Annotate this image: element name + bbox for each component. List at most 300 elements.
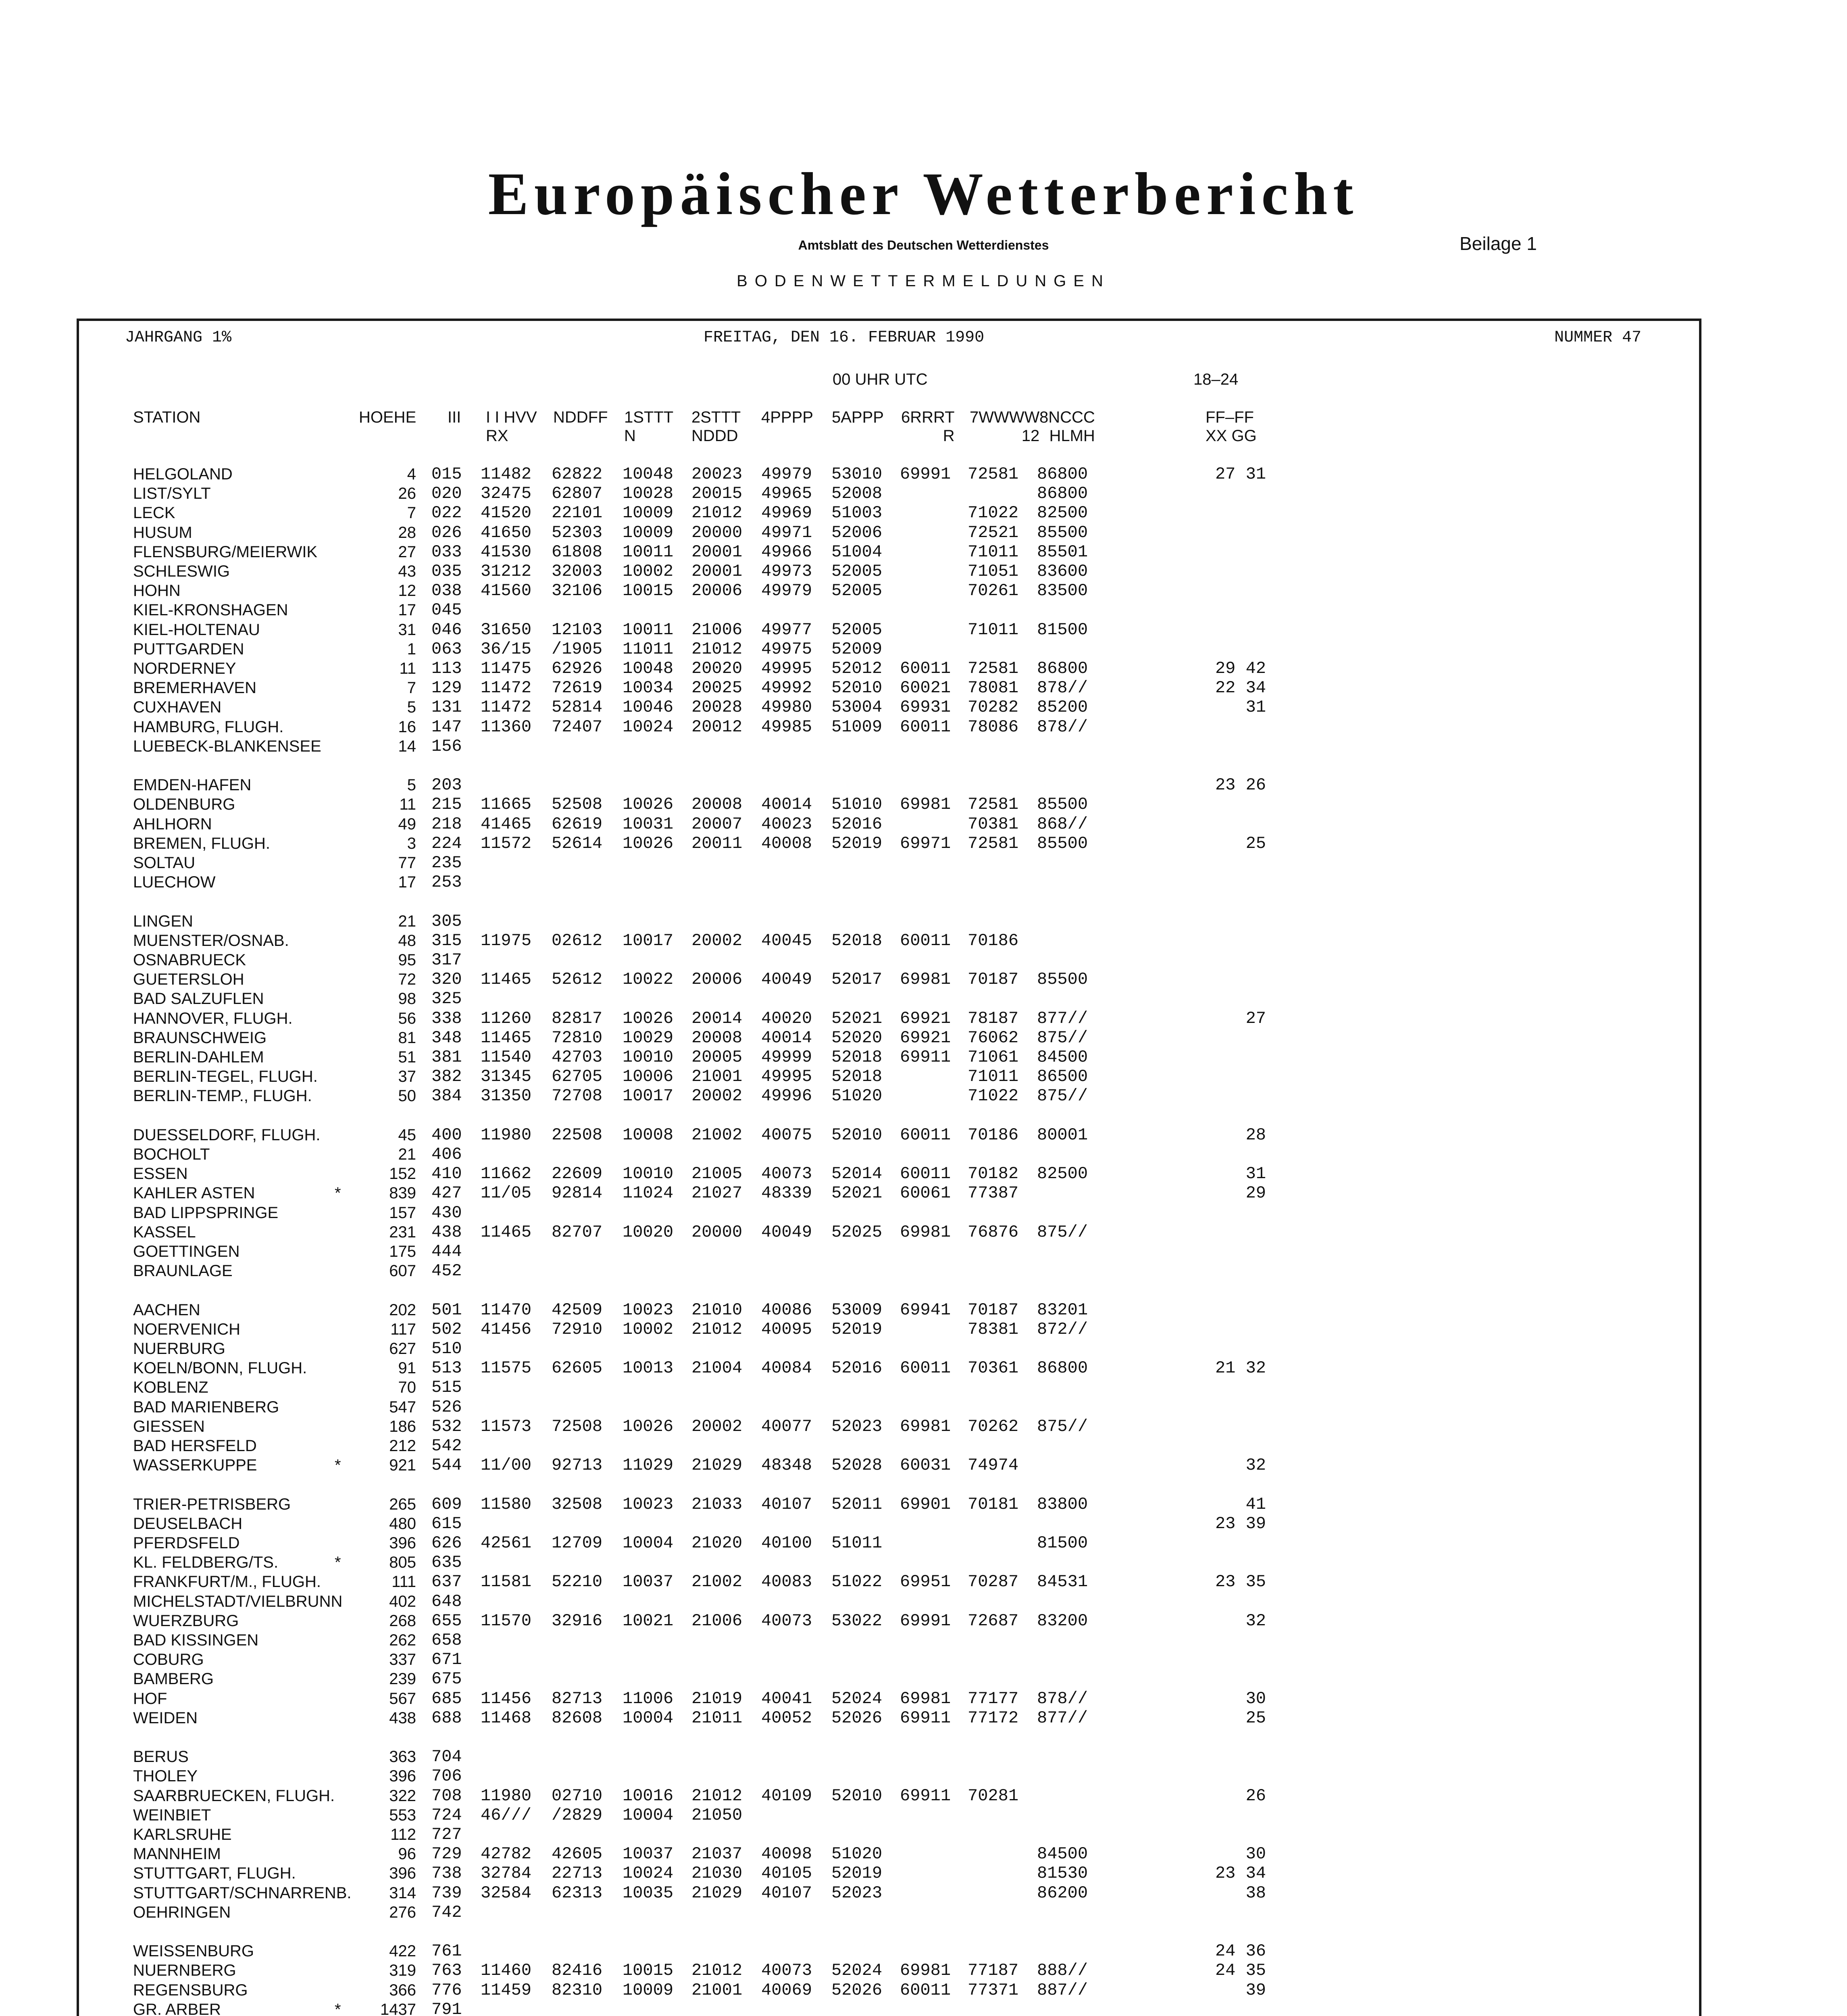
col-station: STATION [133, 408, 201, 426]
cell-c3: 10026 [623, 1008, 674, 1028]
table-row [0, 1242, 1847, 1261]
cell-c2: 32916 [552, 1611, 603, 1631]
cell-c9: 85501 [1037, 542, 1088, 562]
cell-station: BERUS [133, 1748, 189, 1766]
cell-c5: 40052 [761, 1708, 812, 1728]
cell-c10: 28 [1245, 1125, 1266, 1145]
cell-station: FLENSBURG/MEIERWIK [133, 543, 318, 561]
cell-hoehe: 396 [389, 1767, 416, 1785]
cell-c8: 70187 [968, 970, 1019, 989]
cell-c4: 20000 [691, 1222, 743, 1242]
cell-c7: 69931 [900, 698, 951, 717]
cell-c2: 82707 [552, 1222, 603, 1242]
cell-iii: 406 [431, 1145, 462, 1164]
cell-c4: 20020 [691, 659, 743, 678]
cell-c1: 11459 [481, 1980, 532, 2000]
cell-station: WUERZBURG [133, 1612, 239, 1630]
cell-c1: 32784 [481, 1864, 532, 1883]
cell-c1: 11575 [481, 1358, 532, 1378]
cell-iii: 727 [431, 1825, 462, 1844]
cell-station: NUERNBERG [133, 1962, 236, 1980]
cell-c7: 69971 [900, 833, 951, 853]
cell-station: BAD KISSINGEN [133, 1631, 259, 1649]
cell-c6: 52008 [831, 484, 883, 504]
cell-c1: 11472 [481, 678, 532, 698]
cell-hoehe: 81 [398, 1029, 416, 1047]
cell-c1: 32584 [481, 1883, 532, 1903]
cell-c3: 10048 [623, 464, 674, 484]
cell-c2: 72708 [552, 1086, 603, 1106]
cell-c2: 72407 [552, 717, 603, 737]
cell-iii: 129 [431, 678, 462, 698]
cell-c5: 49985 [761, 717, 812, 737]
cell-c5: 40095 [761, 1319, 812, 1339]
cell-c9: 83500 [1037, 581, 1088, 601]
cell-iii: 704 [431, 1747, 462, 1767]
jahrgang-label: JAHRGANG 1% [125, 329, 232, 347]
cell-hoehe: 91 [398, 1359, 416, 1377]
cell-iii: 218 [431, 814, 462, 834]
cell-hoehe: 28 [398, 523, 416, 541]
cell-hoehe: 98 [398, 990, 416, 1008]
cell-c10: 24 36 [1215, 1941, 1266, 1961]
table-row [0, 989, 1847, 1008]
cell-c10: 23 26 [1215, 775, 1266, 795]
cell-hoehe: 17 [398, 873, 416, 891]
cell-c5: 49975 [761, 639, 812, 659]
table-row [0, 1320, 1847, 1339]
cell-iii: 637 [431, 1572, 462, 1592]
cell-station: LIST/SYLT [133, 485, 211, 503]
cell-c1: 11540 [481, 1048, 532, 1067]
cell-hoehe: 175 [389, 1243, 416, 1260]
cell-c5: 49973 [761, 562, 812, 581]
table-row [0, 1300, 1847, 1320]
cell-station: ESSEN [133, 1165, 188, 1183]
table-row [0, 1689, 1847, 1708]
cell-c9: 86800 [1037, 464, 1088, 484]
cell-c2: 72810 [552, 1028, 603, 1048]
cell-c3: 10009 [623, 1980, 674, 2000]
cell-iii: 708 [431, 1786, 462, 1806]
cell-c6: 51020 [831, 1086, 883, 1106]
cell-c5: 40077 [761, 1416, 812, 1436]
cell-station: HOHN [133, 582, 181, 600]
cell-hoehe: 45 [398, 1126, 416, 1144]
cell-hoehe: 553 [389, 1806, 416, 1824]
table-row [0, 1009, 1847, 1028]
cell-hoehe: 396 [389, 1534, 416, 1552]
cell-c5: 48339 [761, 1183, 812, 1203]
cell-hoehe: 11 [399, 660, 416, 677]
page-title: Europäischer Wetterbericht [488, 160, 1359, 227]
cell-c6: 52023 [831, 1883, 883, 1903]
cell-c7: 69981 [900, 795, 951, 814]
cell-c10: 23 39 [1215, 1514, 1266, 1533]
cell-iii: 063 [431, 639, 462, 659]
table-row [0, 1981, 1847, 2000]
cell-c8: 77172 [968, 1708, 1019, 1728]
cell-c3: 10010 [623, 1048, 674, 1067]
cell-station: WEINBIET [133, 1806, 211, 1824]
cell-station: GOETTINGEN [133, 1243, 240, 1260]
cell-c6: 53009 [831, 1300, 883, 1320]
cell-hoehe: 231 [389, 1223, 416, 1241]
table-row [0, 737, 1847, 756]
cell-c1: 11475 [481, 659, 532, 678]
cell-iii: 381 [431, 1048, 462, 1067]
table-row [0, 464, 1847, 484]
cell-iii: 452 [431, 1261, 462, 1281]
cell-iii: 305 [431, 911, 462, 931]
cell-c5: 40084 [761, 1358, 812, 1378]
cell-c4: 20014 [691, 1008, 743, 1028]
cell-iii: 015 [431, 464, 462, 484]
cell-c4: 21005 [691, 1164, 743, 1184]
cell-c6: 52025 [831, 1222, 883, 1242]
table-row [0, 503, 1847, 523]
cell-hoehe: 14 [398, 737, 416, 755]
cell-c1: 11975 [481, 931, 532, 950]
cell-c3: 10010 [623, 1164, 674, 1184]
cell-c1: 41456 [481, 1319, 532, 1339]
cell-c2: 32106 [552, 581, 603, 601]
cell-c3: 10008 [623, 1125, 674, 1145]
table-row [0, 1456, 1847, 1475]
cell-c9: 868// [1037, 814, 1088, 834]
cell-c6: 52010 [831, 1786, 883, 1806]
cell-c2: 92713 [552, 1456, 603, 1475]
cell-c6: 52014 [831, 1164, 883, 1184]
cell-c6: 51003 [831, 503, 883, 523]
cell-c2: 52303 [552, 523, 603, 542]
cell-c9: 85500 [1037, 795, 1088, 814]
cell-iii: 671 [431, 1650, 462, 1670]
cell-iii: 626 [431, 1533, 462, 1553]
table-row [0, 1611, 1847, 1631]
cell-c6: 52019 [831, 1864, 883, 1883]
cell-c2: 62619 [552, 814, 603, 834]
cell-c4: 21037 [691, 1844, 743, 1864]
cell-c9: 86200 [1037, 1883, 1088, 1903]
cell-c4: 20011 [691, 833, 743, 853]
table-row [0, 1048, 1847, 1067]
cell-station: HANNOVER, FLUGH. [133, 1009, 293, 1027]
cell-hoehe: 402 [389, 1592, 416, 1610]
cell-hoehe: 21 [398, 912, 416, 930]
cell-hoehe: 363 [389, 1748, 416, 1766]
cell-c7: 60021 [900, 678, 951, 698]
cell-station: KL. FELDBERG/TS. [133, 1554, 279, 1572]
cell-c6: 53004 [831, 698, 883, 717]
cell-c8: 77387 [968, 1183, 1019, 1203]
cell-hoehe: 480 [389, 1514, 416, 1533]
cell-c2: 12103 [552, 620, 603, 639]
cell-c8: 72581 [968, 833, 1019, 853]
cell-hoehe: 5 [407, 698, 416, 716]
table-row [0, 1766, 1847, 1786]
cell-c1: 41530 [481, 542, 532, 562]
cell-c10: 29 42 [1215, 659, 1266, 678]
cell-c5: 40107 [761, 1494, 812, 1514]
cell-iii: 400 [431, 1125, 462, 1145]
cell-station: BRAUNSCHWEIG [133, 1029, 267, 1047]
cell-station: CUXHAVEN [133, 698, 222, 716]
cell-iii: 738 [431, 1864, 462, 1883]
cell-c4: 21010 [691, 1300, 743, 1320]
cell-hoehe: 21 [398, 1145, 416, 1163]
cell-c7: 69981 [900, 970, 951, 989]
cell-c5: 49979 [761, 581, 812, 601]
cell-c3: 10002 [623, 1319, 674, 1339]
cell-hoehe: 70 [398, 1379, 416, 1397]
cell-station: SAARBRUECKEN, FLUGH. [133, 1787, 335, 1805]
cell-c6: 52019 [831, 833, 883, 853]
cell-c4: 21006 [691, 620, 743, 639]
cell-hoehe: 12 [398, 582, 416, 600]
cell-c4: 21027 [691, 1183, 743, 1203]
cell-hoehe: 607 [389, 1262, 416, 1280]
cell-c8: 70181 [968, 1494, 1019, 1514]
cell-c4: 21004 [691, 1358, 743, 1378]
cell-c4: 21050 [691, 1805, 743, 1825]
cell-c7: 69981 [900, 1961, 951, 1981]
cell-c1: 11465 [481, 1222, 532, 1242]
cell-c6: 52028 [831, 1456, 883, 1475]
cell-c1: 11482 [481, 464, 532, 484]
cell-c9: 878// [1037, 717, 1088, 737]
cell-station: HUSUM [133, 523, 192, 541]
cell-station: PUTTGARDEN [133, 640, 244, 658]
table-row [0, 912, 1847, 931]
table-row [0, 1592, 1847, 1611]
cell-c9: 875// [1037, 1416, 1088, 1436]
table-row [0, 1514, 1847, 1533]
cell-c5: 40073 [761, 1961, 812, 1981]
cell-station: BREMERHAVEN [133, 679, 256, 697]
cell-station: GUETERSLOH [133, 971, 244, 989]
table-row [0, 2000, 1847, 2016]
cell-hoehe: 276 [389, 1903, 416, 1921]
cell-c2: 72619 [552, 678, 603, 698]
cell-station: MUENSTER/OSNAB. [133, 931, 289, 950]
cell-c8: 70182 [968, 1164, 1019, 1184]
cell-station: EMDEN-HAFEN [133, 776, 252, 794]
cell-c3: 10017 [623, 1086, 674, 1106]
cell-c4: 21020 [691, 1533, 743, 1553]
cell-c1: 11260 [481, 1008, 532, 1028]
cell-station: OEHRINGEN [133, 1903, 231, 1921]
cell-hoehe: 157 [389, 1204, 416, 1222]
col-iii: III [448, 408, 461, 426]
cell-iii: 325 [431, 989, 462, 1009]
cell-c2: 22713 [552, 1864, 603, 1883]
cell-iii: 320 [431, 970, 462, 989]
table-row [0, 1572, 1847, 1591]
cell-star: * [335, 2000, 341, 2016]
cell-c8: 71011 [968, 1067, 1019, 1087]
cell-c6: 52011 [831, 1494, 883, 1514]
cell-station: TRIER-PETRISBERG [133, 1495, 291, 1513]
cell-c5: 40014 [761, 795, 812, 814]
cell-hoehe: 16 [398, 718, 416, 736]
cell-iii: 215 [431, 795, 462, 814]
cell-c9: 875// [1037, 1222, 1088, 1242]
cell-c4: 20002 [691, 1416, 743, 1436]
cell-c9: 872// [1037, 1319, 1088, 1339]
date-label: FREITAG, DEN 16. FEBRUAR 1990 [704, 329, 985, 347]
cell-c3: 10006 [623, 1067, 674, 1087]
cell-c5: 40075 [761, 1125, 812, 1145]
cell-hoehe: 262 [389, 1631, 416, 1649]
cell-c4: 20000 [691, 523, 743, 542]
cell-c7: 69981 [900, 1689, 951, 1708]
cell-c5: 49999 [761, 1048, 812, 1067]
table-row [0, 678, 1847, 698]
table-row [0, 1145, 1847, 1164]
table-row [0, 620, 1847, 639]
cell-iii: 742 [431, 1902, 462, 1922]
cell-c1: 11662 [481, 1164, 532, 1184]
cell-c6: 52005 [831, 581, 883, 601]
cell-iii: 235 [431, 853, 462, 873]
cell-c2: 72910 [552, 1319, 603, 1339]
cell-c1: 11980 [481, 1125, 532, 1145]
table-row [0, 659, 1847, 678]
cell-c6: 53022 [831, 1611, 883, 1631]
cell-station: BREMEN, FLUGH. [133, 834, 271, 852]
table-row [0, 1533, 1847, 1553]
cell-hoehe: 37 [398, 1068, 416, 1086]
cell-c2: 62605 [552, 1358, 603, 1378]
cell-hoehe: 567 [389, 1689, 416, 1708]
cell-iii: 382 [431, 1067, 462, 1087]
cell-station: MICHELSTADT/VIELBRUNN [133, 1592, 343, 1610]
table-row [0, 1844, 1847, 1864]
cell-hoehe: 7 [407, 679, 416, 697]
nummer-label: NUMMER 47 [1554, 329, 1642, 347]
cell-c2: /1905 [552, 639, 603, 659]
cell-c3: 10046 [623, 698, 674, 717]
cell-c7: 69991 [900, 1611, 951, 1631]
cell-hoehe: 547 [389, 1398, 416, 1416]
cell-c5: 40041 [761, 1689, 812, 1708]
table-row [0, 1203, 1847, 1223]
col-ffff: FF–FF XX GG [1206, 408, 1257, 445]
cell-c3: 10022 [623, 970, 674, 989]
cell-c10: 31 [1245, 698, 1266, 717]
cell-c2: 82817 [552, 1008, 603, 1028]
cell-c2: 52508 [552, 795, 603, 814]
cell-c7: 60011 [900, 1125, 951, 1145]
cell-c1: 11456 [481, 1689, 532, 1708]
cell-c3: 11011 [623, 639, 674, 659]
cell-c1: 11465 [481, 1028, 532, 1048]
cell-c5: 40049 [761, 970, 812, 989]
cell-hoehe: 3 [407, 834, 416, 852]
table-row [0, 1436, 1847, 1456]
cell-c10: 31 [1245, 1164, 1266, 1184]
cell-c7: 69941 [900, 1300, 951, 1320]
period-label: 18–24 [1193, 371, 1239, 388]
cell-c9: 83800 [1037, 1494, 1088, 1514]
cell-hoehe: 921 [389, 1456, 416, 1475]
cell-iii: 685 [431, 1689, 462, 1708]
cell-hoehe: 314 [389, 1884, 416, 1902]
cell-c2: 82608 [552, 1708, 603, 1728]
table-row [0, 1708, 1847, 1728]
cell-c3: 10004 [623, 1805, 674, 1825]
cell-c9: 878// [1037, 1689, 1088, 1708]
table-row [0, 581, 1847, 600]
cell-c1: 11360 [481, 717, 532, 737]
cell-hoehe: 319 [389, 1962, 416, 1980]
cell-iii: 113 [431, 659, 462, 678]
table-row [0, 1825, 1847, 1844]
section-title: BODENWETTERMELDUNGEN [737, 272, 1110, 290]
cell-c8: 71051 [968, 562, 1019, 581]
cell-c4: 21012 [691, 1961, 743, 1981]
cell-c8: 71022 [968, 503, 1019, 523]
cell-c7: 69911 [900, 1708, 951, 1728]
cell-c8: 70282 [968, 698, 1019, 717]
cell-station: BAD SALZUFLEN [133, 990, 264, 1008]
cell-c3: 10023 [623, 1494, 674, 1514]
cell-c8: 70281 [968, 1786, 1019, 1806]
cell-c9: 877// [1037, 1708, 1088, 1728]
cell-c6: 51010 [831, 795, 883, 814]
cell-hoehe: 186 [389, 1417, 416, 1435]
cell-c6: 52018 [831, 931, 883, 950]
cell-c2: 02612 [552, 931, 603, 950]
cell-c1: 31350 [481, 1086, 532, 1106]
cell-c2: 12709 [552, 1533, 603, 1553]
cell-iii: 156 [431, 736, 462, 756]
cell-station: LUECHOW [133, 873, 216, 891]
cell-c10: 24 35 [1215, 1961, 1266, 1981]
cell-c8: 77177 [968, 1689, 1019, 1708]
cell-hoehe: 1437 [380, 2000, 416, 2016]
cell-c1: 11/05 [481, 1183, 532, 1203]
cell-c6: 52017 [831, 970, 883, 989]
cell-iii: 022 [431, 503, 462, 523]
cell-c7: 60061 [900, 1183, 951, 1203]
table-row [0, 523, 1847, 542]
table-row [0, 1397, 1847, 1417]
cell-c3: 10004 [623, 1533, 674, 1553]
cell-c8: 76062 [968, 1028, 1019, 1048]
cell-station: REGENSBURG [133, 1981, 248, 1999]
cell-hoehe: 805 [389, 1554, 416, 1572]
cell-hoehe: 4 [407, 465, 416, 483]
cell-iii: 020 [431, 484, 462, 504]
cell-hoehe: 27 [398, 543, 416, 561]
table-row [0, 1223, 1847, 1242]
cell-iii: 410 [431, 1164, 462, 1184]
cell-station: BAD MARIENBERG [133, 1398, 279, 1416]
cell-c5: 40107 [761, 1883, 812, 1903]
cell-c8: 70187 [968, 1300, 1019, 1320]
cell-c4: 20012 [691, 717, 743, 737]
cell-c3: 10015 [623, 581, 674, 601]
cell-c8: 72581 [968, 464, 1019, 484]
cell-c2: 42605 [552, 1844, 603, 1864]
cell-c4: 20025 [691, 678, 743, 698]
cell-iii: 724 [431, 1805, 462, 1825]
col-5appp: 5APPP [832, 408, 884, 426]
cell-station: HELGOLAND [133, 465, 233, 483]
cell-station: OSNABRUECK [133, 951, 246, 969]
